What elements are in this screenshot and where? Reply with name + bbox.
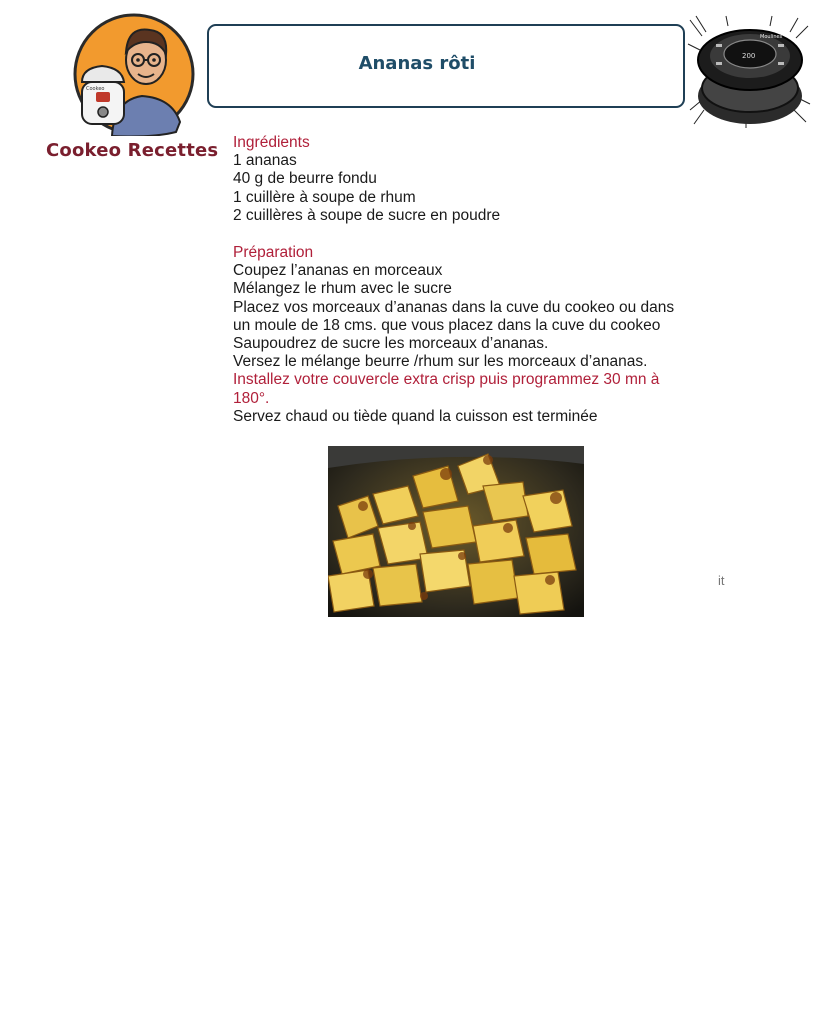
ingredient-item: 40 g de beurre fondu (233, 170, 377, 188)
roasted-pineapple-photo (328, 446, 584, 617)
preparation-step: un moule de 18 cms. que vous placez dans la cuve du cookeo (233, 316, 661, 334)
brand-name: Cookeo Recettes (46, 140, 219, 161)
preparation-step: Versez le mélange beurre /rhum sur les morceaux d’ananas. (233, 353, 648, 371)
chef-with-cookeo-logo-icon (72, 12, 196, 136)
section-spacer (233, 225, 703, 244)
svg-text:200: 200 (742, 52, 756, 60)
preparation-step: Saupoudrez de sucre les morceaux d’ananas. (233, 335, 549, 353)
preparation-step: Mélangez le rhum avec le sucre (233, 280, 452, 298)
svg-text:Moulinex: Moulinex (760, 34, 783, 40)
ingredient-item: 1 ananas (233, 152, 297, 170)
cookeo-appliance-icon (686, 14, 814, 132)
preparation-step: Placez vos morceaux d’ananas dans la cuve du cookeo ou dans (233, 298, 675, 316)
recipe-body (233, 134, 703, 426)
preparation-highlight: 180°. (233, 389, 270, 407)
stray-text: it (718, 573, 725, 588)
ingredient-item: 1 cuillère à soupe de rhum (233, 188, 416, 206)
ingredient-item: 2 cuillères à soupe de sucre en poudre (233, 206, 501, 224)
preparation-final-step: Servez chaud ou tiède quand la cuisson est terminée (233, 407, 598, 425)
preparation-highlight: Installez votre couvercle extra crisp puis programmez 30 mn à (233, 371, 660, 389)
page-title: Ananas rôti (358, 53, 476, 74)
preparation-step: Coupez l’ananas en morceaux (233, 262, 443, 280)
svg-text:Cookeo: Cookeo (86, 86, 105, 92)
ingredients-heading: Ingrédients (233, 134, 310, 151)
title-banner (207, 24, 685, 108)
preparation-heading: Préparation (233, 244, 314, 262)
